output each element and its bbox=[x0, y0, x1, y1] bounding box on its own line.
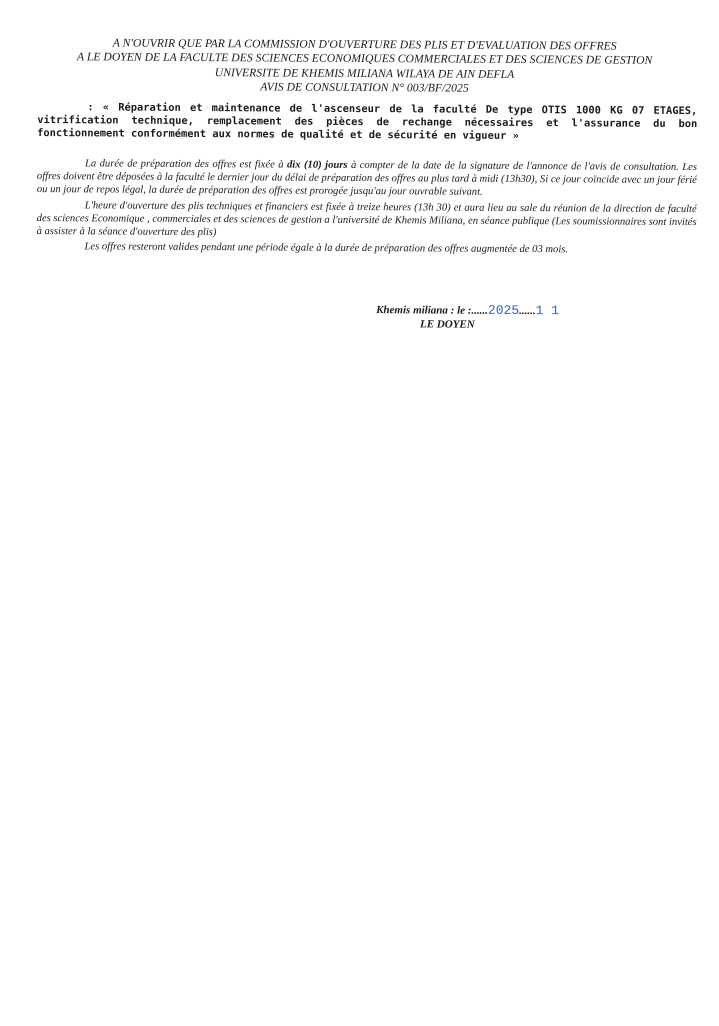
paragraph-preparation-text-end: à compter de la date de la signature de l'annonce de l'avis de consultation. Les offres doivent être déposées à la faculté le dernier jour du délai de préparation des offres au plus tard à midi (13h30), Si ce jour coïncide avec un jour férié ou un jour de repos légal, la durée de préparation des offres est prorogée jusqu'au jour ouvrable suivant. bbox=[36, 159, 698, 198]
paragraph-preparation-text-start: La durée de préparation des offres est fixée à bbox=[84, 158, 288, 171]
header-consultation-number: AVIS DE CONSULTATION N° 003/BF/2025 bbox=[260, 80, 469, 95]
signature-dots: ...... bbox=[519, 304, 536, 318]
handwritten-day: 1 1 bbox=[535, 303, 560, 319]
document-header bbox=[39, 36, 689, 97]
paragraph-preparation-period bbox=[37, 158, 697, 201]
paragraph-opening-time: L'heure d'ouverture des plis techniques et financiers est fixée à treize heures (13h 30) et aura lieu au sale du réunion de la direction de faculté des sciences Economique , commerciales et des sciences de gestion a l'université de Khemis Miliana, en séance publique (Les soumissionnaires sont invités à assister à la séance d'ouverture des plis) bbox=[36, 200, 697, 238]
header-university-line: UNIVERSITE DE KHEMIS MILIANA WILAYA DE AIN DEFLA bbox=[214, 65, 515, 81]
signature-title: LE DOYEN bbox=[419, 318, 475, 331]
header-commission-line: A N'OUVRIR QUE PAR LA COMMISSION D'OUVERTURE DES PLIS ET D'EVALUATION DES OFFRES bbox=[112, 36, 617, 53]
signature-place-label: Khemis miliana : le :...... bbox=[376, 304, 488, 317]
handwritten-year: 2025 bbox=[487, 302, 520, 318]
signature-place-date bbox=[376, 303, 559, 318]
signature-block bbox=[376, 303, 559, 332]
paragraph-validity: Les offres resteront valides pendant une période égale à la durée de préparation des offres augmentée de 03 mois. bbox=[84, 241, 569, 256]
preparation-duration: dix (10) jours bbox=[286, 159, 348, 171]
consultation-subject: : « Réparation et maintenance de l'ascenseur de la faculté De type OTIS 1000 KG 07 ETAGES, vitrification technique, remplacement des pièces de rechange nécessaires et l'assurance du bon fonctionnement conformément aux normes de qualité et de sécurité en vigueur » bbox=[37, 101, 698, 143]
document-body bbox=[36, 158, 697, 261]
header-dean-line: A LE DOYEN DE LA FACULTE DES SCIENCES ECONOMIQUES COMMERCIALES ET DES SCIENCES DE GESTION bbox=[76, 50, 653, 68]
